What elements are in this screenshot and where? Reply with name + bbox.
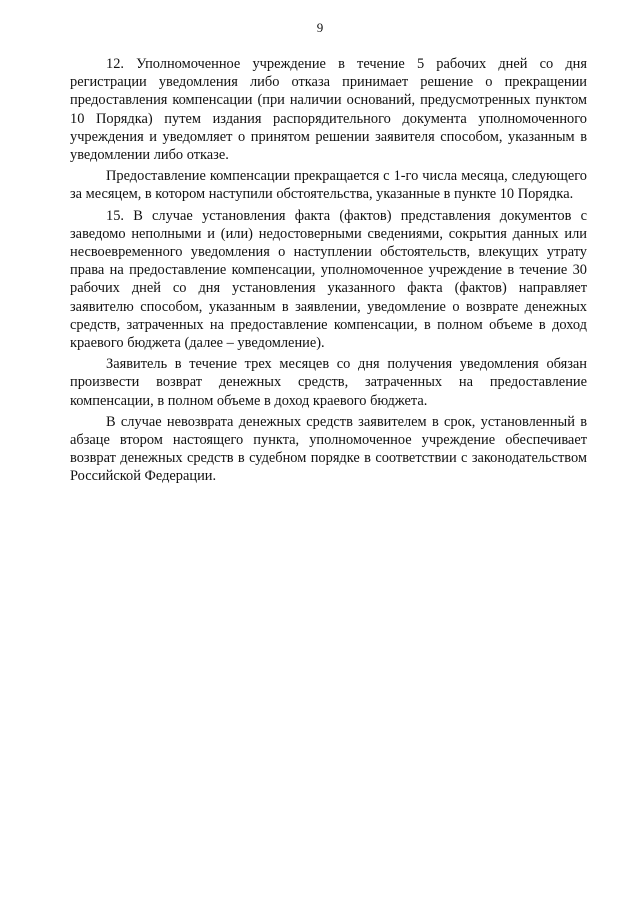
document-body	[70, 55, 587, 486]
paragraph-refund-obligation: Заявитель в течение трех месяцев со дня получения уведомления обязан произвести возврат денежных средств, затраченных на предоставление компенсации, в полном объеме в доход краевого бюджета.	[70, 356, 587, 409]
page-number: 9	[316, 20, 324, 35]
paragraph-item-12: 12. Уполномоченное учреждение в течение 5 рабочих дней со дня регистрации уведомления либо отказа принимает решение о прекращении предоставления компенсации (при наличии оснований, предусмотренных пунктом 10 Порядка) путем издания распорядительного документа уполномоченного учреждения и уведомляет о принятом решении заявителя способом, указанным в уведомлении либо отказе.	[70, 56, 587, 164]
paragraph-compensation-termination: Предоставление компенсации прекращается с 1-го числа месяца, следующего за месяцем, в котором наступили обстоятельства, указанные в пункте 10 Порядка.	[70, 168, 587, 203]
paragraph-item-15: 15. В случае установления факта (фактов) представления документов с заведомо неполными и (или) недостоверными сведениями, сокрытия данных или несвоевременного уведомления о наступлении обстоятельств, влекущих утрату права на предоставление компенсации, уполномоченное учреждение в течение 30 рабочих дней со дня установления указанного факта (фактов) направляет заявителю способом, указанным в заявлении, уведомление о возврате денежных средств, затраченных на предоставление компенсации, в полном объеме в доход краевого бюджета (далее – уведомление).	[70, 207, 587, 352]
paragraph-court-recovery: В случае невозврата денежных средств заявителем в срок, установленный в абзаце втором настоящего пункта, уполномоченное учреждение обеспечивает возврат денежных средств в судебном порядке в соответствии с законодательством Российской Федерации.	[70, 413, 587, 485]
